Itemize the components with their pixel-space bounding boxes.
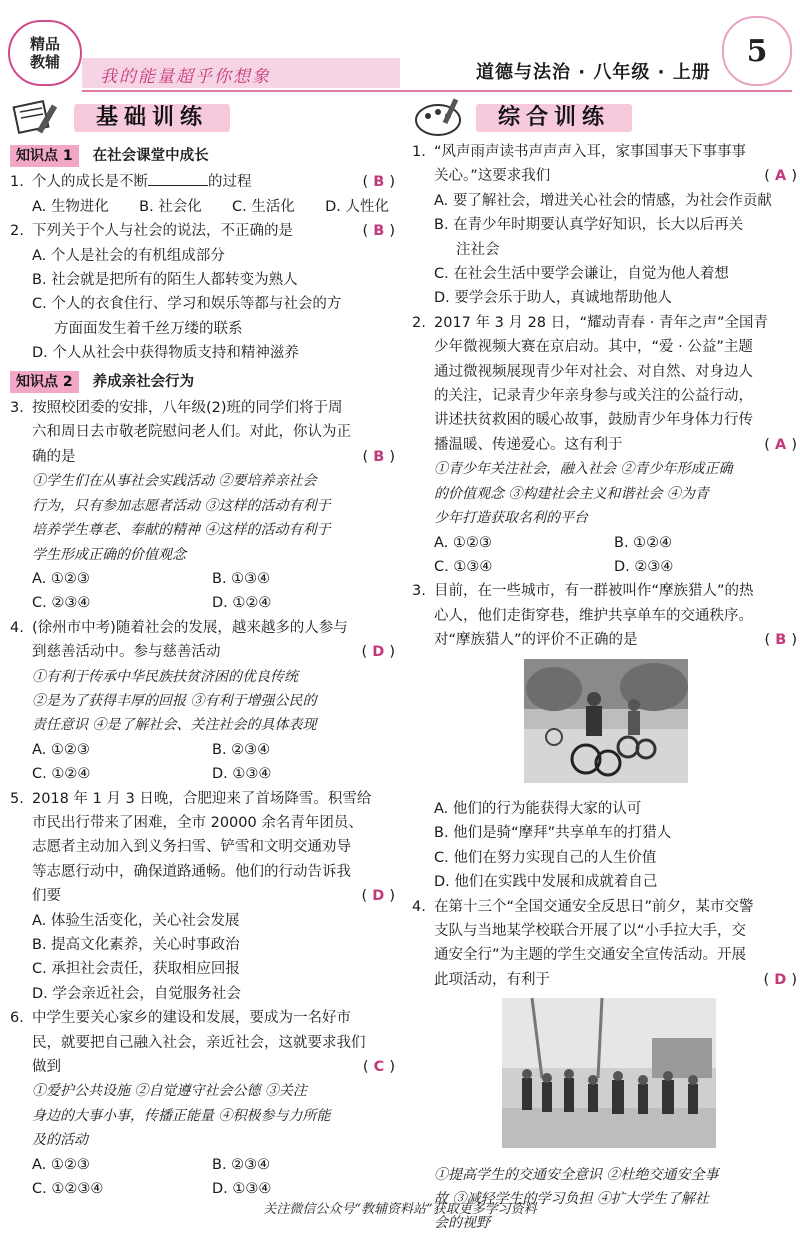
question-text: 们要 <box>32 888 61 905</box>
question-text: 此项活动，有利于 <box>434 971 550 988</box>
question-3 <box>10 396 395 469</box>
option: D. ②③④ <box>614 558 674 575</box>
option: A. 他们的行为能获得大家的认可 <box>434 800 642 817</box>
page-header <box>0 0 800 100</box>
question-text: 下列关于个人与社会的说法，不正确的是 <box>32 223 293 240</box>
question-text: 在第十三个“全国交通安全反思日”前夕，某市交警 <box>434 898 754 915</box>
answer: ( C ) <box>362 1059 395 1076</box>
answer: ( A ) <box>764 436 797 453</box>
badge-line2: 教辅 <box>29 53 60 71</box>
option: B. 在青少年时期要认真学好知识，长大以后再关 <box>434 217 744 234</box>
option: B. ②③④ <box>212 741 271 758</box>
question-text: 少年微视频大赛在京启动。其中，“爱 · 公益”主题 <box>434 339 753 356</box>
right-column <box>412 96 797 1236</box>
question-text: 通安全行”为主题的学生交通安全宣传活动。开展 <box>434 947 747 964</box>
options-row <box>10 195 395 219</box>
question-3 <box>412 579 797 652</box>
statement: 及的活动 <box>32 1132 88 1149</box>
option: D. 要学会乐于助人，真诚地帮助他人 <box>434 290 672 307</box>
knowledge-point-1 <box>10 144 395 168</box>
answer-letter: B <box>373 448 385 465</box>
footer-note: 关注微信公众号“教辅资料站”获取更多学习资料 <box>263 1202 537 1217</box>
question-text: (徐州市中考)随着社会的发展，越来越多的人参与 <box>32 619 348 636</box>
section-comprehensive-training <box>412 96 797 140</box>
page-number-bubble <box>722 16 792 86</box>
left-column <box>10 96 395 1201</box>
option: D. ①③④ <box>212 1181 272 1198</box>
section-title: 基础训练 <box>74 104 230 132</box>
answer: ( B ) <box>362 448 395 465</box>
question-4 <box>10 616 395 665</box>
statement: ①有利于传承中华民族扶贫济困的优良传统 <box>32 668 298 685</box>
question-number: 6. <box>10 1010 24 1027</box>
palette-icon <box>412 98 468 138</box>
question-text: 对“摩族猎人”的评价不正确的是 <box>434 632 638 649</box>
question-text: 讲述扶贫救困的暖心故事，鼓励青少年身体力行传 <box>434 412 753 429</box>
question-text: 到慈善活动中。参与慈善活动 <box>32 644 221 661</box>
statement: 行为，只有参加志愿者活动 ③这样的活动有利于 <box>32 497 331 514</box>
statement: 的价值观念 ③构建社会主义和谐社会 ④为青 <box>434 485 709 502</box>
question-text: 按照校团委的安排，八年级(2)班的同学们将于周 <box>32 400 343 417</box>
question-number: 1. <box>10 174 24 191</box>
question-text: 的关注，记录青少年亲身参与或关注的公益行动， <box>434 388 753 405</box>
option: D. 他们在实践中发展和成就着自己 <box>434 874 658 891</box>
question-text: 市民出行带来了困难，全市 20000 余名青年团员、 <box>32 814 363 831</box>
answer-letter: D <box>774 971 787 988</box>
question-number: 3. <box>412 583 426 600</box>
options-row <box>412 555 797 579</box>
answer: ( A ) <box>764 168 797 185</box>
option: A. ①②③ <box>32 1156 90 1173</box>
option: C. ①②④ <box>32 766 91 783</box>
option: A. ①②③ <box>434 534 492 551</box>
section-title: 综合训练 <box>476 104 632 132</box>
question-6 <box>10 1006 395 1079</box>
badge-line1: 精品 <box>29 35 60 53</box>
statement: 责任意识 ④是了解社会、关注社会的具体表现 <box>32 717 317 734</box>
statement: 身边的大事小事，传播正能量 ④积极参与力所能 <box>32 1107 331 1124</box>
answer-letter: C <box>373 1059 385 1076</box>
option: A. ①②③ <box>32 741 90 758</box>
option: C. 他们在努力实现自己的人生价值 <box>434 849 657 866</box>
option: A. ①②③ <box>32 570 90 587</box>
options-row <box>10 591 395 615</box>
option-continuation: 注社会 <box>456 241 500 258</box>
option: B. 他们是骑“摩拜”共享单车的打猎人 <box>434 825 672 842</box>
option: D. ①③④ <box>212 766 272 783</box>
option: B. 提高文化素养，关心时事政治 <box>32 937 240 953</box>
option: A. 要了解社会，增进关心社会的情感，为社会作贡献 <box>434 192 772 209</box>
statement: 会的视野 <box>434 1215 490 1232</box>
question-text: 民，就要把自己融入社会，亲近社会，这就要求我们 <box>32 1034 366 1051</box>
page-number: 5 <box>746 33 768 69</box>
question-1 <box>10 170 395 194</box>
option: D. 个人从社会中获得物质支持和精神滋养 <box>32 345 299 362</box>
answer-letter: A <box>775 168 787 185</box>
question-text: 个人的成长是不断 <box>32 174 148 191</box>
statement: 故 ③减轻学生的学习负担 ④扩大学生了解社 <box>434 1191 709 1207</box>
answer: ( D ) <box>763 971 797 988</box>
statement: ①爱护公共设施 ②自觉遵守社会公德 ③关注 <box>32 1083 307 1100</box>
option-continuation: 方面面发生着千丝万缕的联系 <box>54 320 243 337</box>
answer-letter: B <box>373 174 385 191</box>
options-row <box>10 738 395 762</box>
question-text: 确的是 <box>32 448 76 465</box>
question-text: 等志愿行动中，确保道路通畅。他们的行动告诉我 <box>32 863 351 880</box>
answer: ( D ) <box>361 644 395 661</box>
options-row <box>10 567 395 591</box>
question-text: 通过微视频展现青少年对社会、对自然、对身边人 <box>434 363 753 380</box>
question-number: 5. <box>10 790 24 807</box>
option: A. 生物进化 <box>32 198 109 215</box>
question-2 <box>10 219 395 243</box>
options-row <box>412 531 797 555</box>
subject-title: 道德与法治 · 八年级 · 上册 <box>476 62 711 83</box>
question-number: 1. <box>412 144 426 160</box>
question-5 <box>10 787 395 909</box>
bike-photo <box>524 659 797 791</box>
option: B. ②③④ <box>212 1156 271 1173</box>
statement: ①青少年关注社会，融入社会 ②青少年形成正确 <box>434 461 733 478</box>
option: C. 在社会生活中要学会谦让，自觉为他人着想 <box>434 266 729 283</box>
brand-badge <box>8 20 82 86</box>
answer-blank <box>148 171 208 186</box>
option: C. 个人的衣食住行、学习和娱乐等都与社会的方 <box>32 296 342 313</box>
statement: ①提高学生的交通安全意识 ②杜绝交通安全事 <box>434 1166 719 1183</box>
statement: 培养学生尊老、奉献的精神 ④这样的活动有利于 <box>32 522 331 539</box>
statement: ②是为了获得丰厚的回报 ③有利于增强公民的 <box>32 692 317 709</box>
kp-tag: 知识点 1 <box>10 145 79 167</box>
question-text: 目前，在一些城市，有一群被叫作“摩族猎人”的热 <box>434 583 754 600</box>
question-text: 心人，他们走街穿巷，维护共享单车的交通秩序。 <box>434 607 753 624</box>
question-4 <box>412 895 797 993</box>
statement: 少年打造获取名利的平台 <box>434 510 588 527</box>
header-divider <box>82 90 792 92</box>
answer: ( D ) <box>361 888 395 905</box>
option: D. ①②④ <box>212 595 272 612</box>
option: C. ②③④ <box>32 595 91 612</box>
options-row <box>10 762 395 786</box>
option: B. 社会化 <box>139 198 202 215</box>
option: C. 生活化 <box>232 198 295 215</box>
question-text: “风声雨声读书声声声入耳，家事国事天下事事事 <box>434 144 747 160</box>
option: A. 体验生活变化，关心社会发展 <box>32 912 240 929</box>
question-text: 志愿者主动加入到义务扫雪、铲雪和文明交通劝导 <box>32 839 351 856</box>
knowledge-point-2 <box>10 370 395 394</box>
question-2 <box>412 311 797 457</box>
question-1 <box>412 140 797 189</box>
question-number: 4. <box>10 619 24 636</box>
option: B. ①②④ <box>614 534 673 551</box>
kp-tag: 知识点 2 <box>10 371 79 393</box>
slogan: 我的能量超乎你想象 <box>100 67 271 87</box>
statement: ①学生们在从事社会实践活动 ②要培养亲社会 <box>32 473 317 490</box>
answer: ( B ) <box>362 174 395 191</box>
question-text: 做到 <box>32 1059 61 1076</box>
question-text: 支队与当地某学校联合开展了以“小手拉大手，交 <box>434 922 747 939</box>
question-text: 中学生要关心家乡的建设和发展，要成为一名好市 <box>32 1010 351 1027</box>
option: C. ①②③④ <box>32 1181 104 1198</box>
option: C. 承担社会责任，获取相应回报 <box>32 961 240 978</box>
question-text: 播温暖、传递爱心。这有利于 <box>434 436 623 453</box>
question-text: 2017 年 3 月 28 日，“耀动青春 · 青年之声”全国青 <box>434 314 768 331</box>
question-text: 关心。”这要求我们 <box>434 168 551 185</box>
question-text: 的过程 <box>208 174 252 191</box>
section-basic-training <box>10 96 395 140</box>
answer-letter: B <box>373 223 385 240</box>
answer: ( B ) <box>362 223 395 240</box>
option: D. 学会亲近社会，自觉服务社会 <box>32 985 241 1002</box>
question-number: 3. <box>10 400 24 417</box>
traffic-activity-photo <box>502 998 797 1156</box>
question-number: 4. <box>412 898 426 915</box>
option: B. 社会就是把所有的陌生人都转变为熟人 <box>32 272 298 289</box>
kp-title: 养成亲社会行为 <box>92 373 195 390</box>
question-number: 2. <box>412 314 426 331</box>
option: A. 个人是社会的有机组成部分 <box>32 247 225 264</box>
answer-letter: B <box>775 632 787 649</box>
options-row <box>10 1153 395 1177</box>
kp-title: 在社会课堂中成长 <box>92 148 209 164</box>
answer: ( B ) <box>764 632 797 649</box>
option: C. ①③④ <box>434 558 493 575</box>
answer-letter: D <box>372 644 385 661</box>
statement: 学生形成正确的价值观念 <box>32 546 186 563</box>
question-text: 六和周日去市敬老院慰问老人们。对此，你认为正 <box>32 424 351 441</box>
option: D. 人性化 <box>325 198 389 215</box>
notebook-icon <box>10 98 66 138</box>
option: B. ①③④ <box>212 570 271 587</box>
answer-letter: A <box>775 436 787 453</box>
answer-letter: D <box>372 888 385 905</box>
question-number: 2. <box>10 223 24 240</box>
question-text: 2018 年 1 月 3 日晚，合肥迎来了首场降雪。积雪给 <box>32 790 372 807</box>
